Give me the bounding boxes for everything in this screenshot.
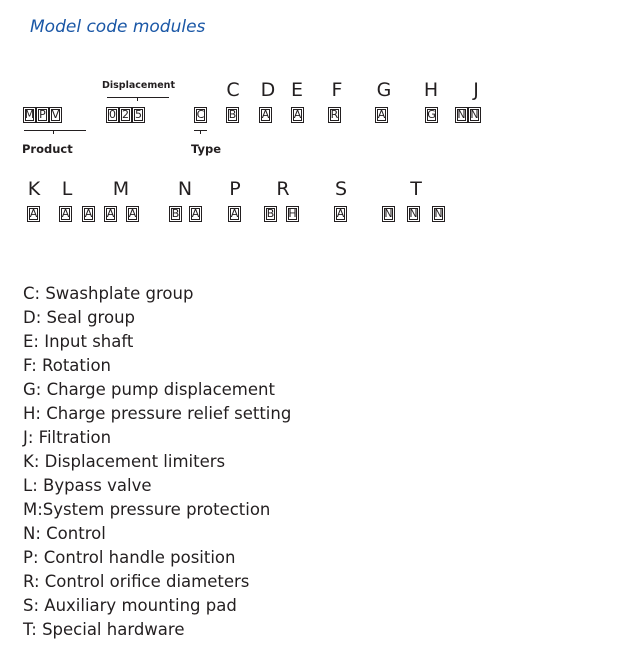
legend-item: R: Control orifice diameters	[23, 572, 250, 591]
legend-item: E: Input shaft	[23, 332, 134, 351]
code-box: A	[259, 107, 272, 123]
code-box: M	[24, 108, 35, 121]
code-letter-c: C	[226, 79, 240, 101]
code-letter-s: S	[334, 178, 348, 200]
displacement-label: Displacement	[102, 80, 175, 91]
code-letter-p: P	[229, 178, 241, 200]
legend-item: C: Swashplate group	[23, 284, 194, 303]
code-box: G	[425, 107, 438, 123]
code-letter-d: D	[260, 79, 276, 101]
code-box: B	[226, 107, 239, 123]
code-letter-m: M	[112, 178, 130, 200]
legend-item: D: Seal group	[23, 308, 135, 327]
code-letter-e: E	[290, 79, 303, 101]
code-box: A	[126, 206, 139, 222]
code-box: B	[169, 206, 182, 222]
code-letter-k: K	[27, 178, 41, 200]
code-box: H	[286, 206, 299, 222]
code-box: N	[382, 206, 395, 222]
type-label: Type	[191, 142, 222, 156]
code-box: A	[27, 206, 40, 222]
legend-item: T: Special hardware	[23, 620, 185, 639]
legend-item: N: Control	[23, 524, 106, 543]
code-letter-n: N	[177, 178, 193, 200]
legend-item: K: Displacement limiters	[23, 452, 226, 471]
code-box: A	[334, 206, 347, 222]
code-letter-r: R	[276, 178, 290, 200]
code-letter-t: T	[410, 178, 422, 200]
legend-item: L: Bypass valve	[23, 476, 152, 495]
code-box: P	[36, 107, 49, 123]
code-box: V	[49, 107, 62, 123]
code-letter-l: L	[61, 178, 73, 200]
code-box: A	[82, 206, 95, 222]
displacement-tick	[137, 97, 138, 101]
product-tick	[53, 130, 54, 134]
legend-item: S: Auxiliary mounting pad	[23, 596, 237, 615]
legend-item: P: Control handle position	[23, 548, 236, 567]
code-letter-f: F	[331, 79, 343, 101]
code-letter-g: G	[376, 79, 392, 101]
code-box: N	[455, 107, 468, 123]
code-box: R	[328, 107, 341, 123]
code-letter-h: H	[423, 79, 439, 101]
code-box: N	[407, 206, 420, 222]
product-bracket	[24, 130, 86, 131]
code-box: A	[59, 206, 72, 222]
code-box: B	[264, 206, 277, 222]
code-box: N	[432, 206, 445, 222]
code-box: N	[468, 107, 481, 123]
legend-item: M:System pressure protection	[23, 500, 271, 519]
code-box: C	[194, 107, 207, 123]
legend-item: G: Charge pump displacement	[23, 380, 275, 399]
code-box: A	[375, 107, 388, 123]
module-legend	[23, 282, 291, 642]
code-box: 0	[106, 107, 119, 123]
displacement-bracket	[107, 97, 169, 98]
code-box: A	[104, 206, 117, 222]
page-title: Model code modules	[30, 17, 206, 37]
code-box: 2	[119, 107, 132, 123]
legend-item: H: Charge pressure relief setting	[23, 404, 292, 423]
legend-item: J: Filtration	[23, 428, 112, 447]
code-letter-j: J	[473, 79, 479, 101]
legend-item: F: Rotation	[23, 356, 112, 375]
code-box: A	[291, 107, 304, 123]
product-label: Product	[22, 142, 73, 156]
code-box: 5	[132, 107, 145, 123]
code-box: A	[189, 206, 202, 222]
code-box: A	[228, 206, 241, 222]
type-tick	[200, 130, 201, 134]
